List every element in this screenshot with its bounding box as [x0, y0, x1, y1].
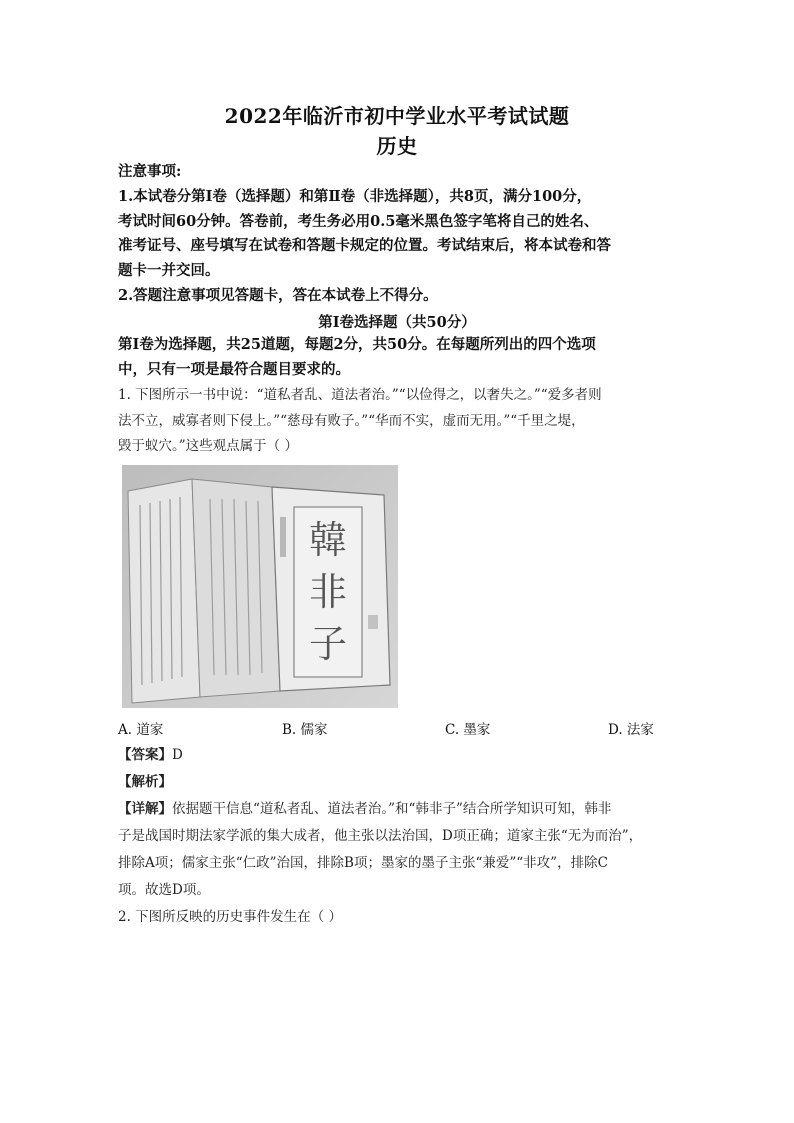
question1-text: 毁于蚁穴。”这些观点属于（ ）: [118, 438, 298, 454]
subject-title: 历史: [376, 134, 418, 158]
book-illustration: [122, 465, 398, 708]
question2-text: 2. 下图所反映的历史事件发生在（ ）: [118, 909, 342, 925]
answer-value: D: [172, 747, 183, 763]
answer-line: [118, 745, 183, 765]
detail-text: 项。故选D项。: [118, 882, 210, 898]
notes-heading: 注意事项:: [118, 163, 182, 180]
notes-line: 1.本试卷分第Ⅰ卷（选择题）和第Ⅱ卷（非选择题），共8页，满分100分，: [118, 188, 592, 205]
detail-line: [118, 799, 611, 819]
section-intro: 中，只有一项是最符合题目要求的。: [118, 361, 350, 378]
option-c: C. 墨家: [445, 722, 491, 738]
notes-line: 2.答题注意事项见答题卡，答在本试卷上不得分。: [118, 287, 438, 304]
section-heading: 第Ⅰ卷选择题（共50分）: [318, 314, 476, 331]
notes-line: 准考证号、座号填写在试卷和答题卡规定的位置。考试结束后，将本试卷和答: [118, 237, 611, 254]
answer-label: 【答案】: [118, 747, 172, 763]
option-d: D. 法家: [608, 722, 654, 738]
notes-line: 考试时间60分钟。答卷前，考生务必用0.5毫米黑色签字笔将自己的姓名、: [118, 213, 599, 230]
detail-label: 【详解】: [118, 801, 172, 817]
book-photo: [122, 465, 398, 708]
cover-character: 韓: [308, 518, 348, 562]
question1-text: 1. 下图所示一书中说：“道私者乱、道法者治。”“以俭得之，以奢失之。”“爱多者则: [118, 387, 602, 403]
exam-title: 2022年临沂市初中学业水平考试试题: [224, 104, 570, 128]
analysis-label: 【解析】: [118, 774, 172, 790]
option-a: A. 道家: [118, 722, 164, 738]
analysis-line: [118, 772, 172, 792]
detail-text: 排除A项；儒家主张“仁政”治国，排除B项；墨家的墨子主张“兼爱”“非攻”，排除C: [118, 855, 608, 871]
detail-text: 依据题干信息“道私者乱、道法者治。”和“韩非子”结合所学知识可知，韩非: [172, 801, 612, 817]
notes-line: 题卡一并交回。: [118, 262, 220, 279]
option-b: B. 儒家: [282, 722, 328, 738]
question1-text: 法不立，威寡者则下侵上。”“慈母有败子。”“华而不实，虚而无用。”“千里之堤，: [118, 413, 585, 429]
section-intro: 第Ⅰ卷为选择题，共25道题，每题2分，共50分。在每题所列出的四个选项: [118, 336, 596, 353]
detail-text: 子是战国时期法家学派的集大成者，他主张以法治国，D项正确；道家主张“无为而治”，: [118, 828, 643, 844]
cover-character: 子: [308, 622, 348, 666]
cover-character: 非: [308, 570, 348, 614]
